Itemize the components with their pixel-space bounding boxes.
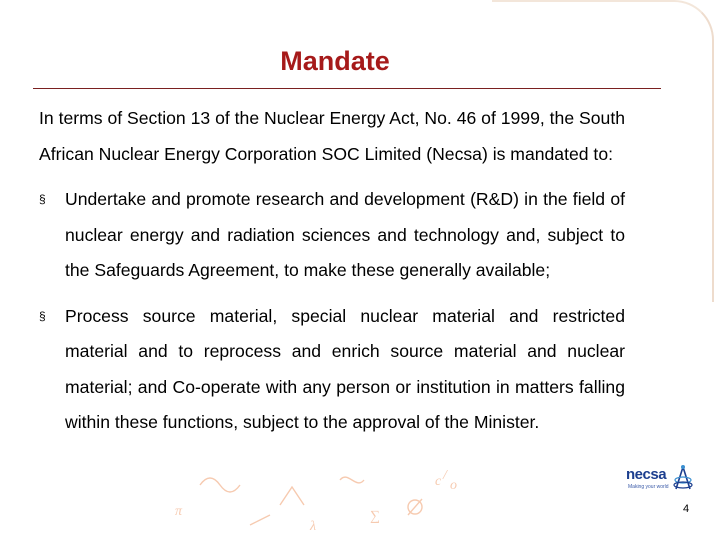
bullet-icon: §: [39, 308, 46, 323]
svg-text:c: c: [435, 474, 442, 489]
svg-text:∑: ∑: [370, 509, 380, 524]
bullet-text: Undertake and promote research and development (R&D) in the field of nuclear energy and radiation sciences and technology and, subject to the Safeguards Agreement, to make these generally available;: [65, 189, 625, 280]
formula-watermark-icon: [160, 445, 490, 540]
atom-logo-icon: [672, 464, 694, 492]
svg-text:o: o: [450, 478, 457, 493]
svg-text:/: /: [443, 468, 447, 483]
bullet-icon: §: [39, 192, 46, 206]
bullet-item: [39, 299, 625, 441]
svg-text:λ: λ: [310, 519, 317, 534]
svg-text:π: π: [175, 504, 183, 519]
logo-tagline: Making your world: [628, 484, 669, 490]
necsa-logo: [626, 466, 696, 498]
bullet-text: Process source material, special nuclear material and restricted material and to reprocess and enrich source material and nuclear material; and Co-operate with any person or institution in matters falling within these functions, subject to the approval of the Minister.: [65, 305, 625, 432]
intro-paragraph: In terms of Section 13 of the Nuclear Energy Act, No. 46 of 1999, the South African Nuclear Energy Corporation SOC Limited (Necsa) is mandated to:: [39, 108, 625, 164]
slide-title: Mandate: [280, 46, 390, 76]
slide-body: [39, 101, 625, 451]
page-number: 4: [683, 503, 690, 515]
bullet-item: [39, 182, 625, 289]
title-divider: [33, 88, 661, 89]
logo-text: necsa: [626, 466, 667, 483]
